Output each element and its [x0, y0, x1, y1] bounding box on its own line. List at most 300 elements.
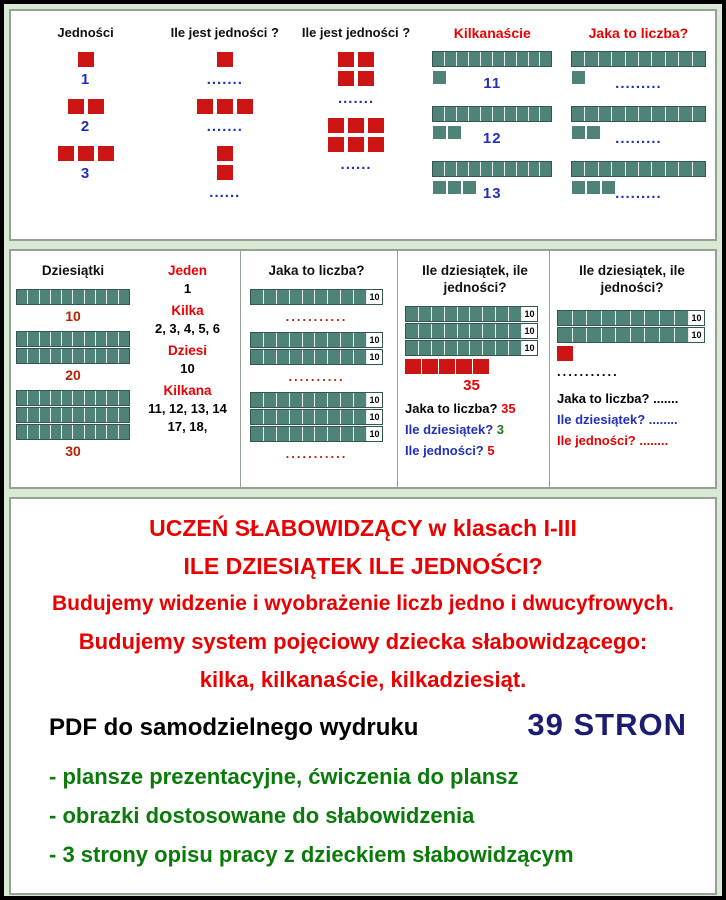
bar-segment [445, 307, 458, 321]
tens-bar [16, 424, 130, 440]
bar-segment [679, 52, 692, 66]
bar-segment [277, 427, 290, 441]
tens-ones-blank-column [550, 251, 715, 487]
teen-item [571, 51, 706, 93]
unit-square [572, 126, 585, 139]
unit-square [217, 52, 233, 67]
tens-bar [16, 390, 130, 406]
unit-square [348, 118, 364, 133]
bar-segment [626, 52, 639, 66]
square-row [215, 163, 235, 182]
bar-segment [28, 425, 39, 439]
question-label: Ile dziesiątek? [405, 421, 497, 437]
value-label: 35 [463, 376, 480, 394]
item-label: 13 [482, 185, 502, 202]
column-header: Ile dziesiątek, ile jedności? [579, 263, 685, 295]
number-word: Dziesi [167, 343, 208, 358]
tens-bar [432, 161, 552, 177]
tens-bar [571, 51, 706, 67]
unit-squares [432, 70, 447, 85]
unit-square [602, 181, 615, 194]
bar-segment [303, 410, 316, 424]
bar-segment [73, 290, 84, 304]
bar-segment [529, 162, 541, 176]
bar-segment [458, 307, 471, 321]
counting-item [195, 97, 255, 135]
tens-group [16, 390, 130, 441]
bar-segment [40, 290, 51, 304]
bar-segment [251, 290, 264, 304]
bar-segment [96, 408, 107, 422]
item-label: 12 [482, 130, 502, 147]
bar-segment [445, 324, 458, 338]
bar-segment [470, 341, 483, 355]
question-label: Ile dziesiątek? [557, 411, 649, 427]
bar-segment [496, 307, 509, 321]
unit-square [456, 359, 472, 374]
tens-bar [432, 106, 552, 122]
tens-bar [571, 106, 706, 122]
bar-segment [264, 350, 277, 364]
tens-group [16, 331, 130, 365]
bar-segment [639, 52, 652, 66]
bar-segment [540, 107, 551, 121]
bar-ten-label: 10 [522, 324, 537, 338]
top-column [11, 25, 160, 239]
bar-segment [602, 311, 617, 325]
bar-ten-label: 10 [522, 307, 537, 321]
unit-square [217, 165, 233, 180]
bar-segment [517, 162, 529, 176]
bar-segment [572, 162, 585, 176]
bar-segment [315, 393, 328, 407]
teen-row [432, 179, 552, 203]
item-label: ....... [337, 90, 375, 107]
bar-segment [315, 410, 328, 424]
question-line [557, 391, 711, 406]
bar-segment [85, 408, 96, 422]
bars-group [250, 332, 391, 366]
tens-bar [557, 327, 705, 343]
bar-segment [107, 391, 118, 405]
bar-segment [277, 350, 290, 364]
column-header: Ile jest jedności ? [170, 25, 279, 40]
bar-segment [96, 349, 107, 363]
bar-segment [639, 107, 652, 121]
item-label: ...... [209, 184, 241, 201]
question-label: Ile jedności? [405, 442, 488, 458]
bar-segment [660, 311, 675, 325]
bar-segment [599, 162, 612, 176]
square-row [76, 50, 96, 69]
bar-segment [445, 52, 457, 66]
bar-segment [469, 52, 481, 66]
headline-red: Budujemy widzenie i wyobrażenie liczb jedno i dwucyfrowych. [52, 592, 674, 615]
bar-segment [62, 425, 73, 439]
tens-bar [16, 331, 130, 347]
bar-segment [62, 391, 73, 405]
square-row [336, 50, 376, 69]
bar-segment [675, 311, 690, 325]
bar-segment [51, 332, 62, 346]
bar-segment [303, 393, 316, 407]
item-label: ......... [615, 130, 662, 147]
bar-segment [28, 408, 39, 422]
bar-segment [17, 391, 28, 405]
bar-segment [40, 425, 51, 439]
bar-segment [457, 107, 469, 121]
bar-segment [639, 162, 652, 176]
unit-square [557, 346, 573, 361]
bar-segment [432, 341, 445, 355]
bar-segment [62, 408, 73, 422]
unit-square [348, 137, 364, 152]
unit-square [587, 126, 600, 139]
unit-square [217, 146, 233, 161]
counting-item [207, 50, 243, 88]
bar-segment [540, 52, 551, 66]
unit-square [197, 99, 213, 114]
tens-bar [250, 426, 383, 442]
bar-segment [277, 410, 290, 424]
bar-segment [529, 107, 541, 121]
feature-line: - 3 strony opisu pracy z dzieckiem słabowidzącym [49, 842, 574, 867]
headline-red: kilka, kilkanaście, kilkadziesiąt. [199, 667, 527, 692]
teen-item [571, 106, 706, 148]
bar-segment [572, 52, 585, 66]
bar-segment [616, 311, 631, 325]
bar-segment [354, 393, 367, 407]
bar-segment [645, 328, 660, 342]
bar-ten-label: 10 [522, 341, 537, 355]
column-header: Kilkanaście [453, 25, 531, 41]
bar-segment [354, 290, 367, 304]
bar-segment [107, 290, 118, 304]
unit-square [433, 126, 446, 139]
bar-segment [493, 52, 505, 66]
bar-segment [51, 349, 62, 363]
bar-segment [558, 328, 573, 342]
bar-ten-label: 10 [367, 427, 382, 441]
unit-square [572, 71, 585, 84]
bar-segment [62, 349, 73, 363]
tens-bar [250, 332, 383, 348]
column-header: Dziesiątki [41, 263, 105, 278]
tens-bar [405, 340, 538, 356]
bar-ten-label: 10 [367, 350, 382, 364]
unit-squares [432, 180, 477, 195]
answer-dots: ........... [285, 445, 348, 461]
bar-segment [341, 350, 354, 364]
bar-segment [290, 350, 303, 364]
question-answer: ........ [639, 432, 669, 448]
bar-segment [96, 290, 107, 304]
unit-square [473, 359, 489, 374]
teen-row [571, 179, 706, 203]
bar-segment [470, 307, 483, 321]
bar-segment [433, 52, 445, 66]
bar-segment [290, 333, 303, 347]
bar-segment [17, 425, 28, 439]
unit-square [217, 99, 233, 114]
unit-square [439, 359, 455, 374]
bar-segment [679, 107, 692, 121]
tens-bar [250, 289, 383, 305]
bar-segment [73, 391, 84, 405]
top-column [289, 25, 422, 239]
tens-panel [9, 249, 717, 489]
unit-square [368, 118, 384, 133]
unit-square [422, 359, 438, 374]
bar-segment [264, 393, 277, 407]
tens-column [11, 263, 135, 487]
bar-segment [341, 410, 354, 424]
tens-bar [16, 289, 130, 305]
square-row [336, 69, 376, 88]
bar-segment [445, 107, 457, 121]
question-answer: ........ [648, 411, 678, 427]
bar-segment [505, 162, 517, 176]
bar-segment [652, 52, 665, 66]
bar-ten-label: 10 [367, 393, 382, 407]
square-row [195, 97, 255, 116]
bar-segment [107, 425, 118, 439]
tens-bar [250, 349, 383, 365]
bar-segment [328, 333, 341, 347]
bar-segment [328, 427, 341, 441]
teen-row [432, 124, 552, 148]
question-line [405, 401, 545, 416]
bar-segment [96, 391, 107, 405]
unit-square [587, 181, 600, 194]
square-row [326, 135, 386, 154]
bar-segment [505, 107, 517, 121]
tens-bar [250, 392, 383, 408]
bar-segment [585, 52, 598, 66]
bar-segment [328, 290, 341, 304]
bar-segment [290, 290, 303, 304]
square-row [215, 50, 235, 69]
bar-ten-label: 10 [689, 311, 704, 325]
bar-segment [40, 349, 51, 363]
bar-segment [73, 332, 84, 346]
tens-bar [16, 407, 130, 423]
bar-segment [469, 107, 481, 121]
bar-segment [587, 311, 602, 325]
top-column [423, 25, 562, 239]
bar-segment [119, 391, 129, 405]
number-list: 2, 3, 4, 5, 6 [154, 321, 221, 336]
top-column [562, 25, 715, 239]
unit-squares [571, 125, 601, 140]
feature-list [11, 757, 715, 874]
bar-segment [693, 52, 705, 66]
bar-segment [599, 107, 612, 121]
bar-segment [602, 328, 617, 342]
bar-segment [119, 425, 129, 439]
bar-segment [693, 162, 705, 176]
bar-segment [631, 328, 646, 342]
bar-segment [666, 162, 679, 176]
unit-square [405, 359, 421, 374]
bar-segment [62, 290, 73, 304]
bar-segment [40, 332, 51, 346]
bar-segment [62, 332, 73, 346]
bar-segment [264, 427, 277, 441]
unit-square [338, 52, 354, 67]
pdf-row [11, 707, 715, 743]
bar-segment [585, 107, 598, 121]
bar-segment [419, 307, 432, 321]
counting-item [209, 144, 240, 201]
bars-group [250, 392, 391, 443]
bar-segment [107, 408, 118, 422]
bar-segment [445, 341, 458, 355]
bar-segment [572, 107, 585, 121]
bar-segment [631, 311, 646, 325]
number-list: 11, 12, 13, 14 [148, 401, 227, 416]
bar-segment [73, 349, 84, 363]
bar-segment [666, 52, 679, 66]
bar-segment [328, 350, 341, 364]
tens-bar [432, 51, 552, 67]
unit-square [572, 181, 585, 194]
bar-segment [290, 410, 303, 424]
bar-ten-label: 10 [367, 410, 382, 424]
unit-squares [76, 50, 96, 69]
bar-segment [264, 290, 277, 304]
bar-segment [652, 107, 665, 121]
unit-squares [56, 144, 116, 163]
bar-segment [616, 328, 631, 342]
number-list: 1 [183, 281, 192, 296]
bars-group [250, 289, 391, 306]
column-header: Ile jest jedności ? [301, 25, 411, 40]
bar-segment [85, 391, 96, 405]
bar-segment [107, 332, 118, 346]
bar-segment [505, 52, 517, 66]
bar-segment [517, 52, 529, 66]
item-label: ....... [206, 118, 243, 135]
unit-square [463, 181, 476, 194]
bar-segment [509, 307, 522, 321]
headline-red: ILE DZIESIĄTEK ILE JEDNOŚCI? [183, 553, 543, 579]
what-number-column [241, 251, 398, 487]
bar-segment [354, 427, 367, 441]
bar-segment [73, 425, 84, 439]
bar-segment [119, 349, 129, 363]
bar-segment [315, 333, 328, 347]
bar-segment [509, 341, 522, 355]
pdf-info: PDF do samodzielnego wydruku [49, 714, 419, 741]
unit-square [358, 52, 374, 67]
bar-segment [540, 162, 551, 176]
page-count: 39 STRON [527, 707, 687, 742]
teen-item [432, 106, 552, 148]
question-answer: ....... [653, 390, 679, 406]
bar-segment [264, 333, 277, 347]
bar-segment [496, 341, 509, 355]
unit-square [433, 71, 446, 84]
bar-segment [40, 391, 51, 405]
bar-segment [433, 107, 445, 121]
bar-segment [660, 328, 675, 342]
ones-and-teens-panel [9, 9, 717, 241]
bar-segment [290, 393, 303, 407]
tens-bar [405, 323, 538, 339]
teen-row [571, 69, 706, 93]
tens-value: 30 [65, 442, 81, 459]
question-line [405, 422, 545, 437]
bar-ten-label: 10 [689, 328, 704, 342]
unit-square [58, 146, 74, 161]
bar-segment [645, 311, 660, 325]
bars-group [557, 310, 711, 344]
unit-squares [195, 97, 255, 116]
bar-segment [666, 107, 679, 121]
bar-segment [264, 410, 277, 424]
item-label: ......... [615, 75, 662, 92]
bar-segment [419, 324, 432, 338]
tens-bar [571, 161, 706, 177]
unit-square [98, 146, 114, 161]
item-label: 2 [80, 118, 91, 135]
unit-squares [336, 50, 376, 88]
tens-ones-question-column [398, 251, 550, 487]
unit-squares [571, 180, 616, 195]
number-word: Kilka [171, 303, 204, 318]
unit-square [338, 71, 354, 86]
item-label: 3 [80, 165, 91, 182]
item-label: ....... [206, 71, 243, 88]
bar-segment [303, 333, 316, 347]
bar-segment [341, 290, 354, 304]
unit-squares [405, 359, 545, 374]
bar-segment [509, 324, 522, 338]
bar-segment [17, 408, 28, 422]
square-row [56, 144, 116, 163]
teen-item [432, 161, 552, 203]
column-header: Jedności [57, 25, 114, 40]
unit-square [78, 52, 94, 67]
bar-segment [51, 290, 62, 304]
bar-segment [481, 52, 493, 66]
teen-item [432, 51, 552, 93]
bar-segment [354, 410, 367, 424]
counting-item [56, 144, 116, 182]
bar-segment [40, 408, 51, 422]
bar-segment [251, 350, 264, 364]
bar-segment [328, 410, 341, 424]
bar-segment [251, 410, 264, 424]
bar-segment [469, 162, 481, 176]
bar-segment [28, 349, 39, 363]
bar-segment [341, 393, 354, 407]
top-column [160, 25, 289, 239]
item-label: 1 [80, 71, 91, 88]
unit-squares [571, 70, 586, 85]
teen-item [571, 161, 706, 203]
teen-row [432, 69, 552, 93]
bar-segment [483, 324, 496, 338]
bar-segment [406, 307, 419, 321]
description-panel [9, 497, 717, 895]
bar-segment [73, 408, 84, 422]
bar-segment [17, 349, 28, 363]
bar-segment [28, 391, 39, 405]
bar-segment [626, 107, 639, 121]
bar-segment [493, 162, 505, 176]
